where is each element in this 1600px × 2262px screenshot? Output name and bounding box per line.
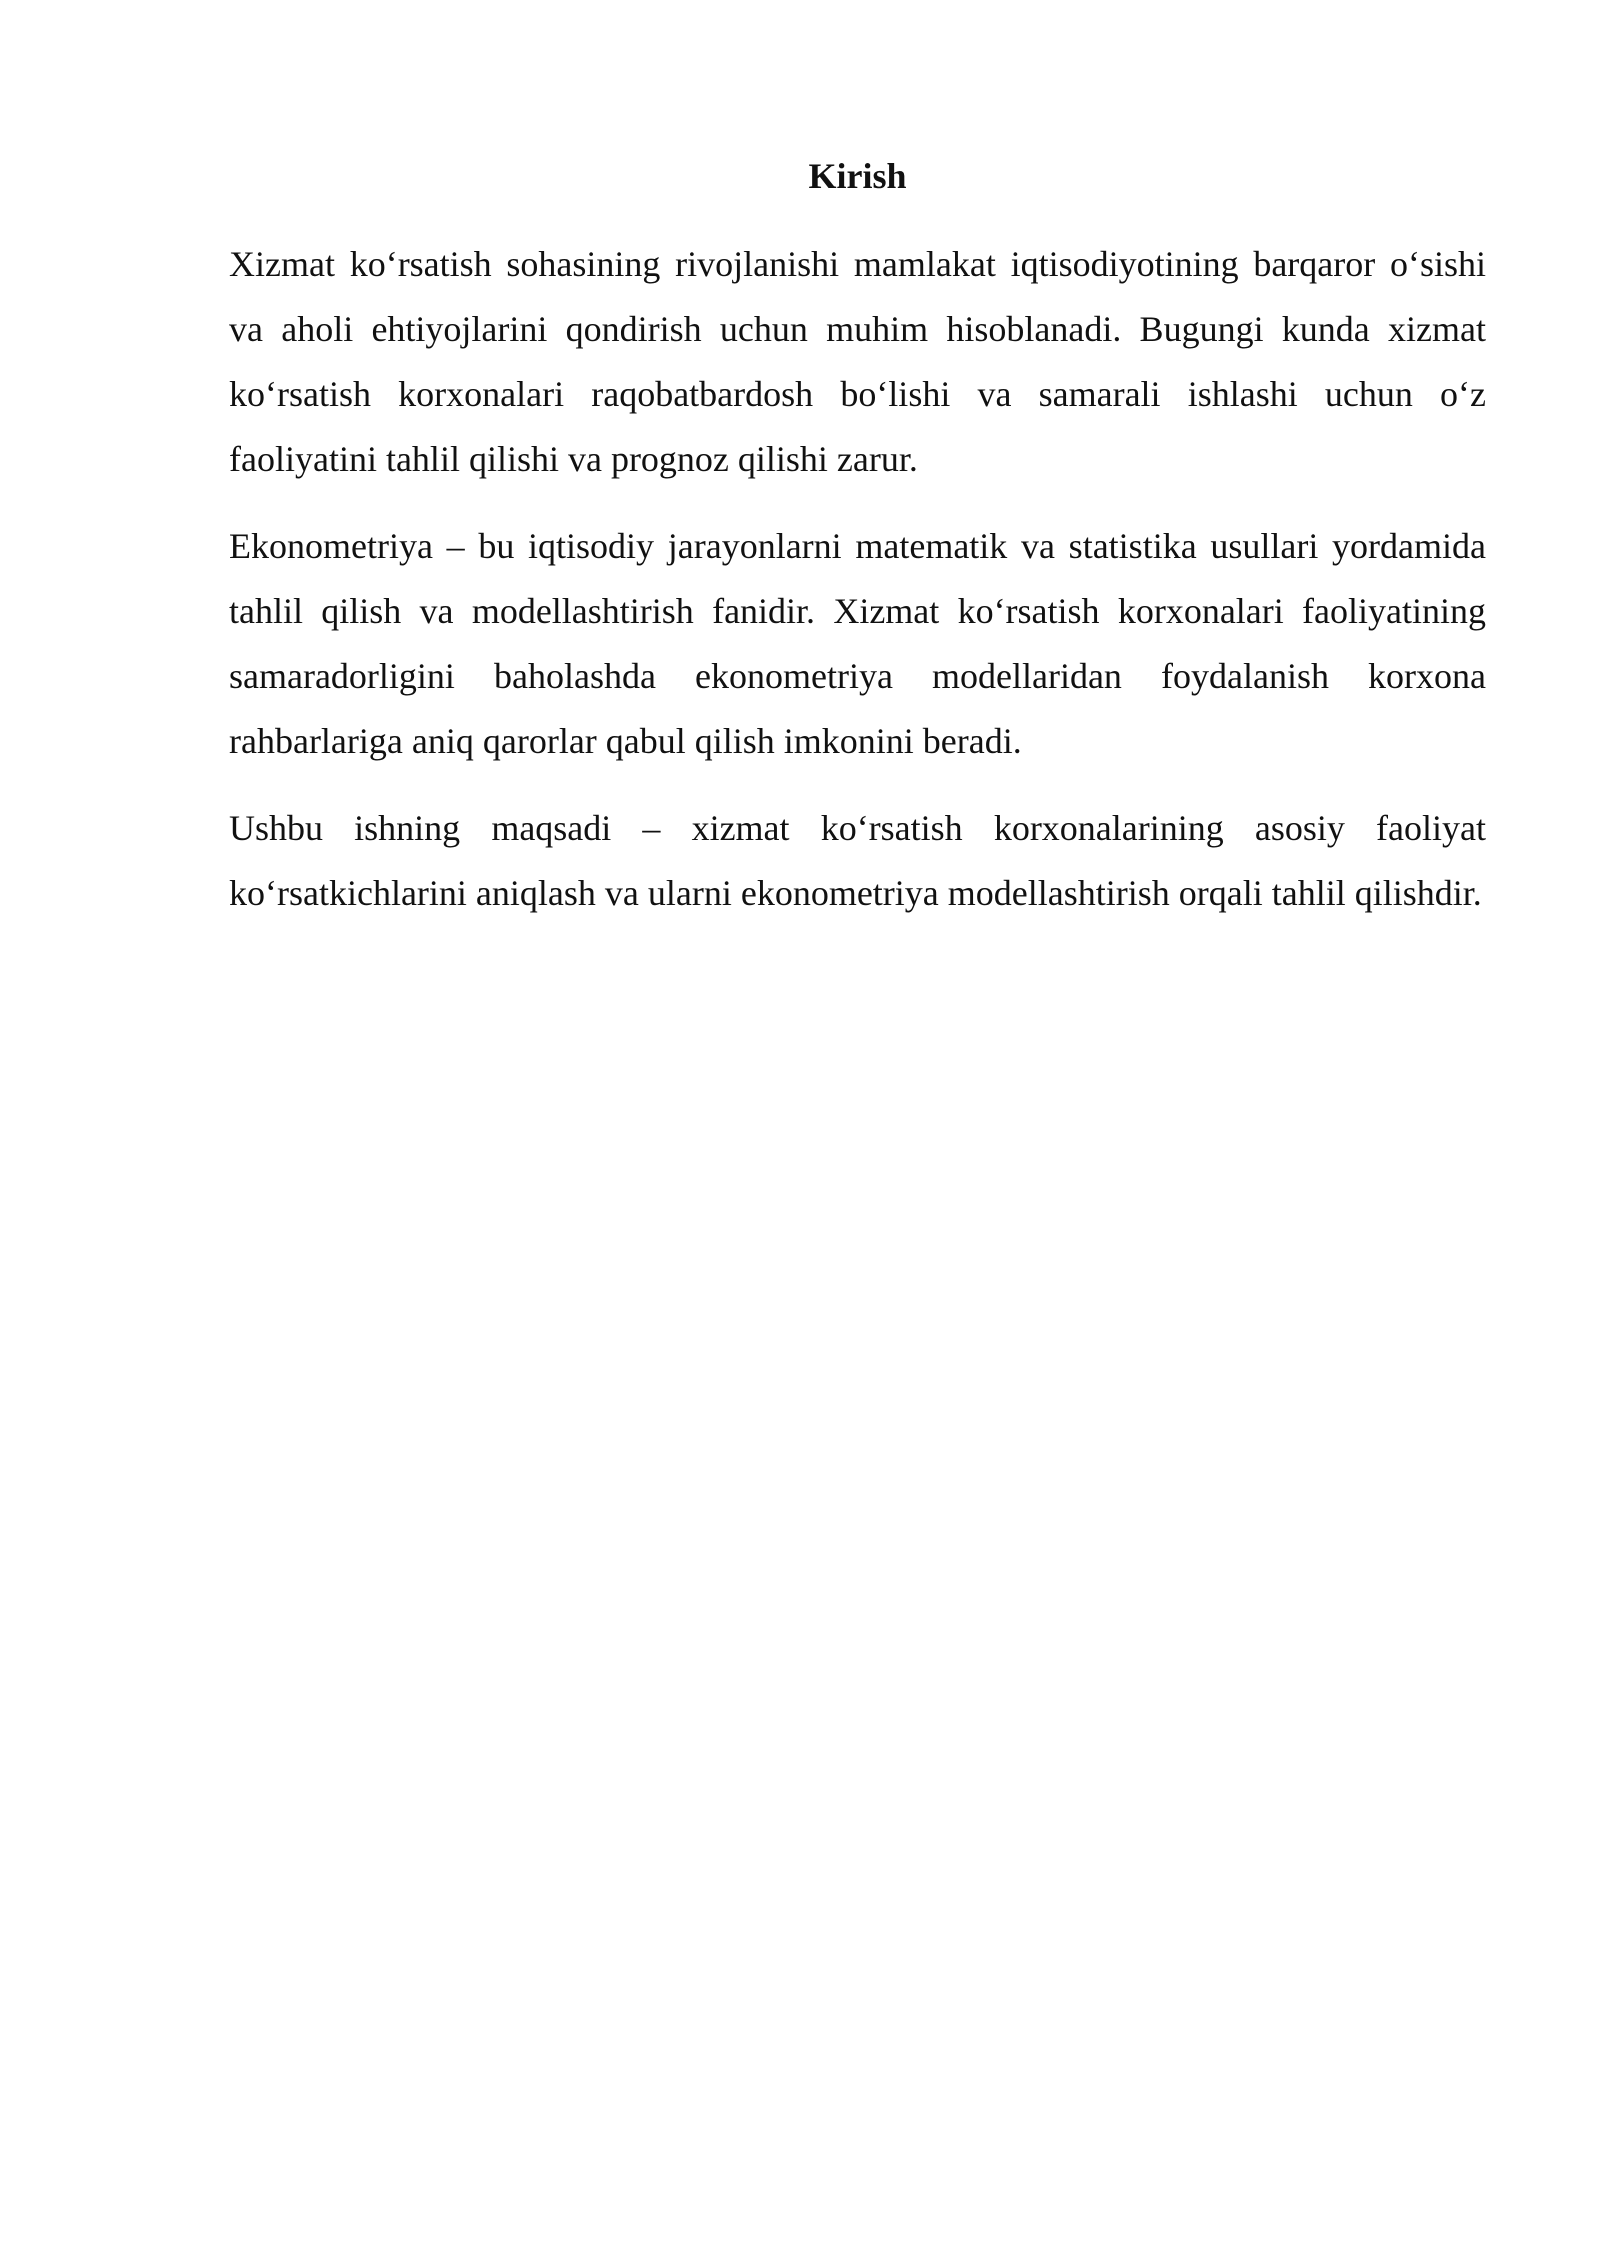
document-body — [229, 146, 1486, 948]
paragraph-2: Ekonometriya – bu iqtisodiy jarayonlarni matematik va statistika usullari yordamida tahlil qilish va modellashtirish fanidir. Xizmat ko‘rsatish korxonalari faoliyatining samaradorligini baholashda ekonometriya modellaridan foydalanish korxona rahbarlariga aniq qarorlar qabul qilish imkonini beradi. — [229, 526, 1486, 761]
section-title: Kirish — [808, 156, 907, 196]
paragraph-1: Xizmat ko‘rsatish sohasining rivojlanishi mamlakat iqtisodiyotining barqaror o‘sishi va aholi ehtiyojlarini qondirish uchun muhim hisoblanadi. Bugungi kunda xizmat ko‘rsatish korxonalari raqobatbardosh bo‘lishi va samarali ishlashi uchun o‘z faoliyatini tahlil qilishi va prognoz qilishi zarur. — [229, 244, 1486, 479]
paragraph-3: Ushbu ishning maqsadi – xizmat ko‘rsatish korxonalarining asosiy faoliyat ko‘rsatkichlarini aniqlash va ularni ekonometriya modellashtirish orqali tahlil qilishdir. — [229, 808, 1486, 913]
